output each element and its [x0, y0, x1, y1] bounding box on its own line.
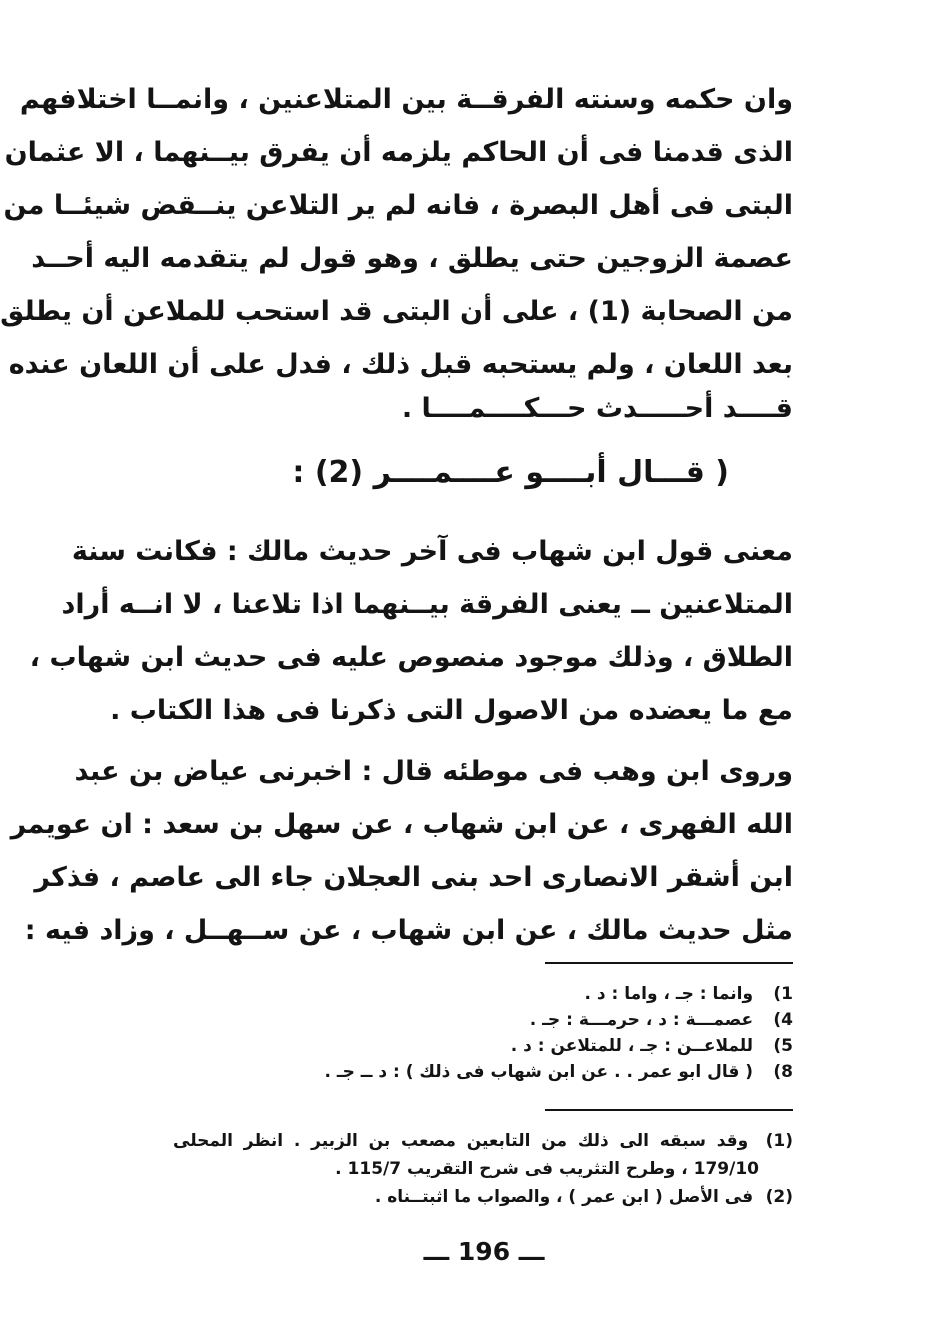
- paragraph3-line-3: ابن أشقر الانصارى احد بنى العجلان جاء الى عاصم ، فذكر: [34, 862, 793, 893]
- variant-text: وانما : جـ ، واما : د .: [584, 984, 754, 1004]
- paragraph1-line-7: قــــد أحـــــدث حـــكــــمــــا .: [401, 393, 793, 424]
- variant-reading: [173, 1033, 793, 1059]
- note-2-text: فى الأصل ( ابن عمر ) ، والصواب ما اثبتــناه .: [374, 1187, 754, 1207]
- note-2-number: (2): [765, 1187, 793, 1207]
- paragraph2-line-2: المتلاعنين ــ يعنى الفرقة بيــنهما اذا تلاعنا ، لا انــه أراد: [61, 589, 793, 620]
- variant-number: 4): [773, 1010, 793, 1030]
- paragraph1-line-1: وان حكمه وسنته الفرقــة بين المتلاعنين ، وانمــا اختلافهم: [19, 84, 793, 115]
- note-1-number: (1): [765, 1131, 793, 1151]
- section-heading: ( قـــال أبــــو عــــمــــر (2) :: [292, 455, 729, 490]
- variant-text: للملاعــن : جـ ، للمتلاعن : د .: [510, 1036, 754, 1056]
- variant-text: عصمـــة : د ، حرمـــة : جـ .: [529, 1010, 754, 1030]
- variant-text: ( قال ابو عمر . . عن ابن شهاب فى ذلك ) : د ــ جـ .: [324, 1062, 754, 1082]
- variant-reading: [173, 1059, 793, 1085]
- paragraph2-line-3: الطلاق ، وذلك موجود منصوص عليه فى حديث ابن شهاب ،: [29, 642, 793, 673]
- variant-number: 5): [773, 1036, 793, 1056]
- notes-separator: [545, 1109, 793, 1111]
- note-1-line-1: وقد سبقه الى ذلك من التابعين مصعب بن الزبير . انظر المحلى: [173, 1131, 749, 1151]
- paragraph1-line-6: بعد اللعان ، ولم يستحبه قبل ذلك ، فدل على أن اللعان عنده: [8, 349, 793, 380]
- variant-number: 1): [773, 984, 793, 1004]
- variants-separator: [545, 962, 793, 964]
- variant-reading: [173, 981, 793, 1007]
- variant-number: 8): [773, 1062, 793, 1082]
- paragraph2-line-4: مع ما يعضده من الاصول التى ذكرنا فى هذا الكتاب .: [110, 695, 793, 726]
- paragraph3-line-1: وروى ابن وهب فى موطئه قال : اخبرنى عياض بن عبد: [74, 756, 793, 787]
- page-number: ـــ 196 ـــ: [423, 1237, 545, 1266]
- paragraph1-line-3: البتى فى أهل البصرة ، فانه لم ير التلاعن ينــقض شيئــا من: [3, 190, 793, 221]
- note-1-continuation: [173, 1155, 759, 1183]
- paragraph1-line-2: الذى قدمنا فى أن الحاكم يلزمه أن يفرق بيــنهما ، الا عثمان: [4, 137, 793, 168]
- variant-reading: [173, 1007, 793, 1033]
- paragraph3-line-4: مثل حديث مالك ، عن ابن شهاب ، عن ســهــل ، وزاد فيه :: [24, 915, 793, 946]
- paragraph2-line-1: معنى قول ابن شهاب فى آخر حديث مالك : فكانت سنة: [71, 536, 793, 567]
- note-2: [173, 1183, 793, 1211]
- paragraph1-line-5: من الصحابة (1) ، على أن البتى قد استحب للملاعن أن يطلق: [0, 296, 793, 327]
- paragraph3-line-2: الله الفهرى ، عن ابن شهاب ، عن سهل بن سعد : ان عويمر: [10, 809, 793, 840]
- note-1: [173, 1127, 793, 1155]
- paragraph1-line-4: عصمة الزوجين حتى يطلق ، وهو قول لم يتقدمه اليه أحــد: [31, 243, 793, 274]
- note-1-line-2: 179/10 ، وطرح التثريب فى شرح التقريب 115/7 .: [335, 1159, 759, 1179]
